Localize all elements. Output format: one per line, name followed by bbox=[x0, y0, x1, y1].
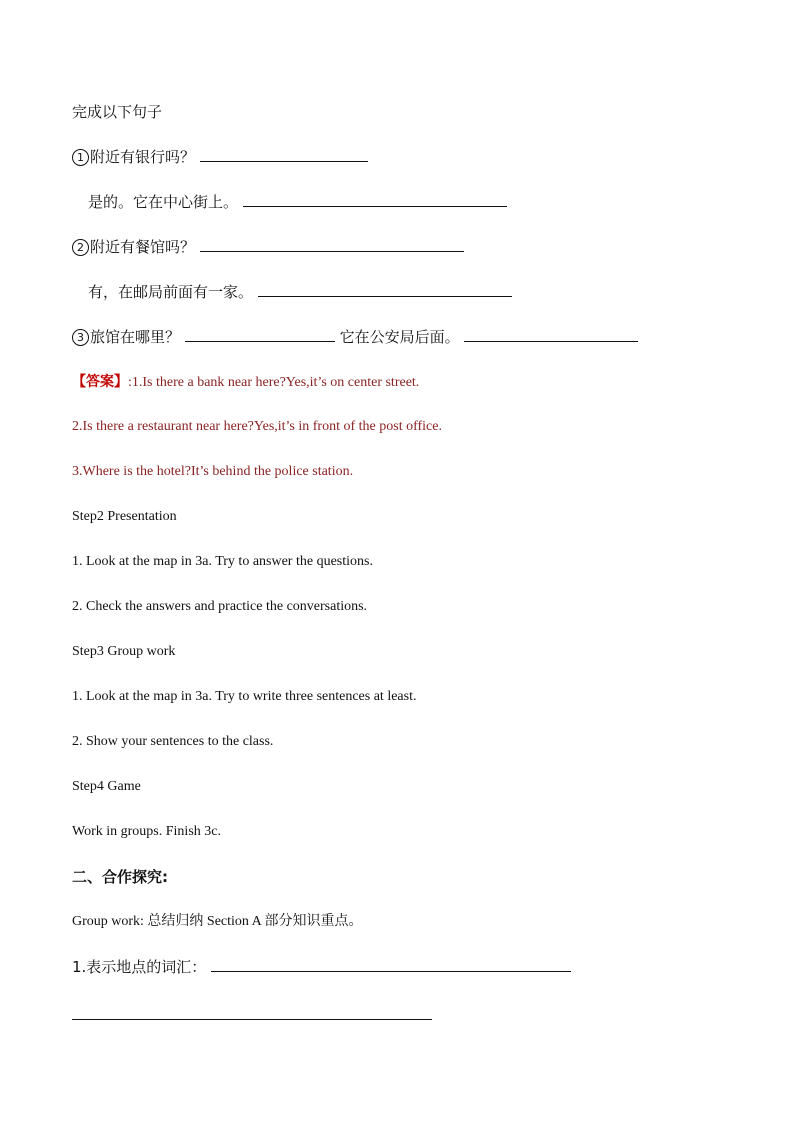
answer-blank[interactable] bbox=[464, 327, 638, 342]
step4-item-1: Work in groups. Finish 3c. bbox=[72, 824, 221, 839]
answer-blank[interactable] bbox=[258, 282, 512, 297]
answer-blank[interactable] bbox=[200, 147, 368, 162]
answer-blank[interactable] bbox=[243, 192, 507, 207]
answer-blank[interactable] bbox=[185, 327, 335, 342]
question-2-response bbox=[88, 282, 512, 302]
question-text: 附近有餐馆吗？ bbox=[90, 238, 196, 256]
question-text: 有，在邮局前面有一家。 bbox=[88, 283, 254, 301]
number-circle: 1 bbox=[72, 149, 89, 166]
question-text: 它在公安局后面。 bbox=[339, 328, 460, 346]
step3-item-1: 1. Look at the map in 3a. Try to write three sentences at least. bbox=[72, 689, 417, 704]
step3-title: Step3 Group work bbox=[72, 644, 176, 659]
question-text: 附近有银行吗？ bbox=[90, 148, 196, 166]
number-circle: 2 bbox=[72, 239, 89, 256]
exercise-title: 完成以下句子 bbox=[72, 103, 163, 121]
number-circle: 3 bbox=[72, 329, 89, 346]
section-heading: 二、合作探究: bbox=[72, 868, 168, 886]
item-1 bbox=[72, 957, 571, 977]
question-text: 是的。它在中心街上。 bbox=[88, 193, 239, 211]
answer-blank[interactable] bbox=[211, 957, 571, 972]
group-work-text: Group work: 总结归纳 Section A 部分知识重点。 bbox=[72, 914, 363, 929]
question-1 bbox=[72, 147, 368, 167]
answer-line-2: 2.Is there a restaurant near here?Yes,it’s in front of the post office. bbox=[72, 419, 442, 434]
step4-title: Step4 Game bbox=[72, 779, 141, 794]
answer-line-3: 3.Where is the hotel?It’s behind the police station. bbox=[72, 464, 354, 479]
step2-item-2: 2. Check the answers and practice the conversations. bbox=[72, 599, 368, 614]
answer-text: :1.Is there a bank near here?Yes,it’s on center street. bbox=[128, 375, 420, 390]
answer-blank[interactable] bbox=[200, 237, 464, 252]
step2-item-1: 1. Look at the map in 3a. Try to answer the questions. bbox=[72, 554, 373, 569]
item-label: 1.表示地点的词汇： bbox=[72, 958, 207, 976]
answer-label: 【答案】 bbox=[72, 374, 128, 390]
question-text: 旅馆在哪里？ bbox=[90, 328, 181, 346]
step2-title: Step2 Presentation bbox=[72, 509, 177, 524]
answer-line-1 bbox=[72, 372, 419, 393]
question-2 bbox=[72, 237, 464, 257]
answer-line[interactable] bbox=[72, 1019, 432, 1020]
question-1-response bbox=[88, 192, 507, 212]
question-3 bbox=[72, 327, 638, 347]
step3-item-2: 2. Show your sentences to the class. bbox=[72, 734, 274, 749]
